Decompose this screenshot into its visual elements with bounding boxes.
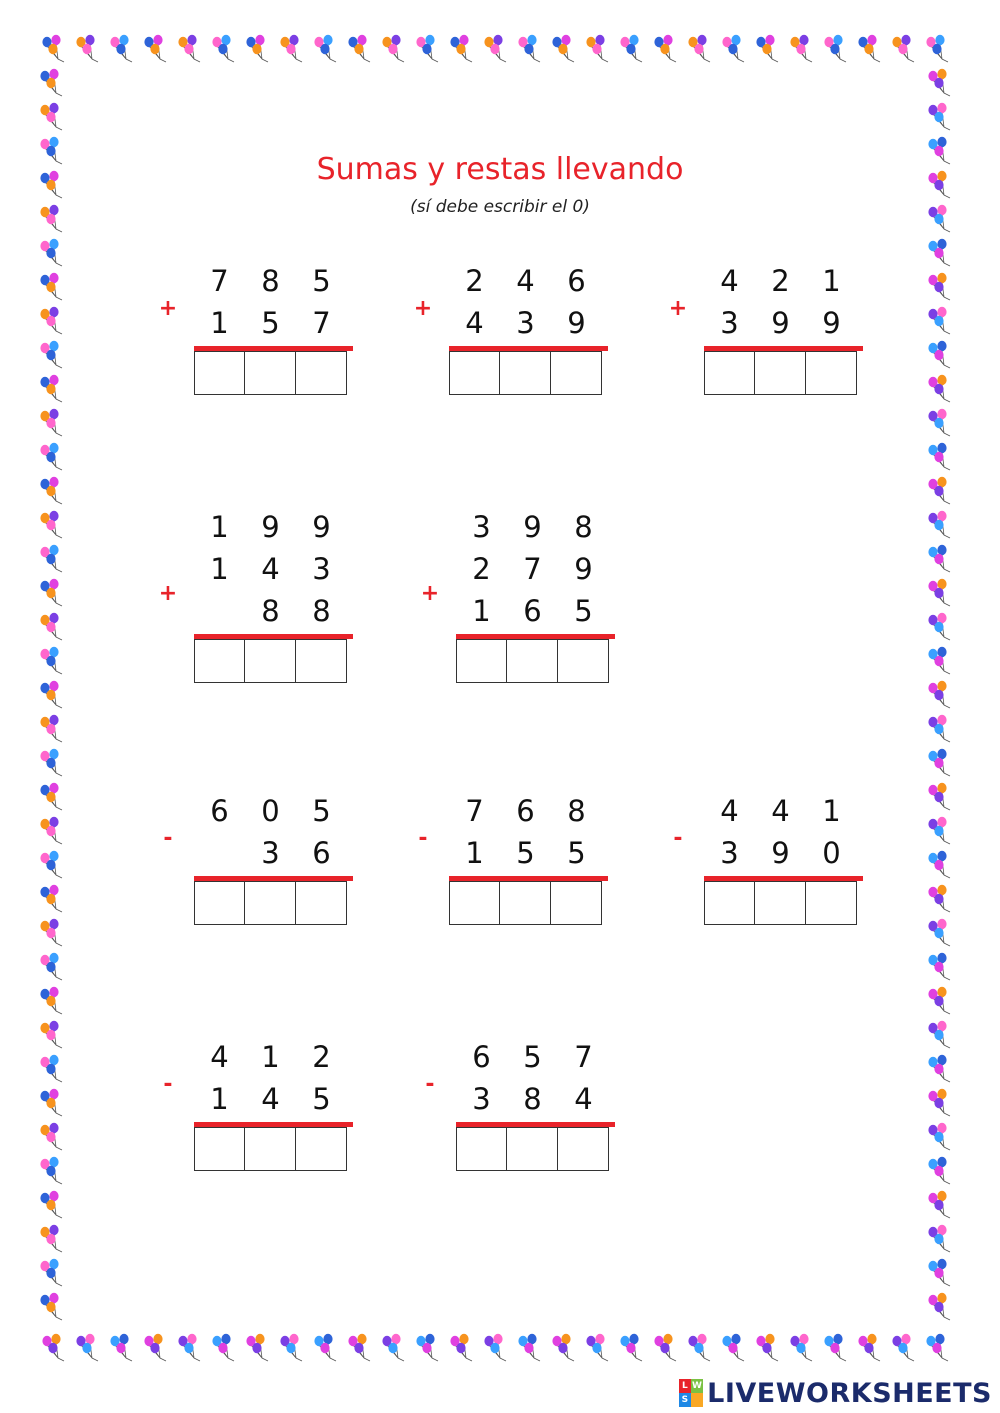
balloon-icon bbox=[40, 953, 62, 980]
answer-box[interactable] bbox=[194, 351, 245, 395]
balloon-icon bbox=[42, 1334, 64, 1361]
digit: 1 bbox=[210, 510, 229, 544]
digit: 1 bbox=[822, 264, 841, 298]
balloon-icon bbox=[40, 511, 62, 538]
balloon-icon bbox=[928, 511, 950, 538]
balloon-icon bbox=[518, 1334, 540, 1361]
digit: 8 bbox=[567, 794, 586, 828]
balloon-icon bbox=[484, 35, 506, 62]
balloon-icon bbox=[722, 35, 744, 62]
digit: 1 bbox=[822, 794, 841, 828]
balloon-icon bbox=[40, 749, 62, 776]
balloon-icon bbox=[928, 1089, 950, 1116]
digit: 3 bbox=[720, 306, 739, 340]
worksheet-title: Sumas y restas llevando bbox=[316, 152, 684, 187]
digit: 9 bbox=[574, 552, 593, 586]
balloon-icon bbox=[926, 35, 948, 62]
digit: 8 bbox=[574, 510, 593, 544]
balloon-icon bbox=[40, 885, 62, 912]
digit: 3 bbox=[516, 306, 535, 340]
digit: 3 bbox=[261, 836, 280, 870]
balloon-icon bbox=[42, 35, 64, 62]
digit: 4 bbox=[210, 1040, 229, 1074]
balloon-icon bbox=[40, 579, 62, 606]
digit: 1 bbox=[472, 594, 491, 628]
digit: 1 bbox=[210, 306, 229, 340]
balloon-icon bbox=[40, 647, 62, 674]
answer-box[interactable] bbox=[296, 351, 347, 395]
digit: 8 bbox=[261, 264, 280, 298]
answer-box[interactable] bbox=[456, 1127, 507, 1171]
digit: 7 bbox=[465, 794, 484, 828]
balloon-icon bbox=[144, 35, 166, 62]
balloon-icon bbox=[40, 239, 62, 266]
answer-box[interactable] bbox=[551, 881, 602, 925]
balloon-icon bbox=[40, 103, 62, 130]
balloon-icon bbox=[928, 477, 950, 504]
answer-box[interactable] bbox=[704, 881, 755, 925]
operator-sign: - bbox=[673, 826, 683, 851]
balloon-icon bbox=[928, 1123, 950, 1150]
balloon-icon bbox=[280, 1334, 302, 1361]
digit: 2 bbox=[771, 264, 790, 298]
digit: 5 bbox=[567, 836, 586, 870]
digit: 9 bbox=[523, 510, 542, 544]
balloon-icon bbox=[314, 1334, 336, 1361]
liveworksheets-logo-icon: L W S bbox=[679, 1379, 703, 1407]
digit: 7 bbox=[523, 552, 542, 586]
balloon-icon bbox=[928, 545, 950, 572]
answer-box[interactable] bbox=[296, 881, 347, 925]
balloon-icon bbox=[382, 35, 404, 62]
digit: 5 bbox=[312, 794, 331, 828]
balloon-icon bbox=[314, 35, 336, 62]
digit: 4 bbox=[261, 552, 280, 586]
balloon-icon bbox=[928, 273, 950, 300]
answer-box[interactable] bbox=[500, 351, 551, 395]
balloon-icon bbox=[928, 783, 950, 810]
balloon-icon bbox=[40, 1191, 62, 1218]
balloon-icon bbox=[416, 35, 438, 62]
answer-box[interactable] bbox=[806, 881, 857, 925]
answer-box[interactable] bbox=[194, 881, 245, 925]
balloon-icon bbox=[40, 1021, 62, 1048]
balloon-icon bbox=[928, 1293, 950, 1320]
operator-sign: + bbox=[158, 581, 178, 606]
digit: 3 bbox=[720, 836, 739, 870]
balloon-icon bbox=[892, 35, 914, 62]
balloon-icon bbox=[212, 1334, 234, 1361]
digit: 7 bbox=[312, 306, 331, 340]
answer-box[interactable] bbox=[755, 351, 806, 395]
balloon-icon bbox=[928, 1259, 950, 1286]
answer-box[interactable] bbox=[456, 639, 507, 683]
balloon-icon bbox=[348, 1334, 370, 1361]
operator-sign: + bbox=[420, 581, 440, 606]
balloon-icon bbox=[552, 35, 574, 62]
answer-box[interactable] bbox=[296, 1127, 347, 1171]
digit: 9 bbox=[771, 836, 790, 870]
footer-brand bbox=[679, 1376, 992, 1410]
worksheet-subtitle: (sí debe escribir el 0) bbox=[410, 197, 590, 217]
balloon-icon bbox=[654, 35, 676, 62]
balloon-icon bbox=[348, 35, 370, 62]
answer-box[interactable] bbox=[558, 639, 609, 683]
balloon-icon bbox=[382, 1334, 404, 1361]
balloon-icon bbox=[928, 579, 950, 606]
digit: 4 bbox=[720, 794, 739, 828]
answer-box[interactable] bbox=[507, 639, 558, 683]
digit: 0 bbox=[822, 836, 841, 870]
balloon-icon bbox=[928, 1191, 950, 1218]
balloon-icon bbox=[40, 1123, 62, 1150]
balloon-icon bbox=[620, 1334, 642, 1361]
balloon-icon bbox=[484, 1334, 506, 1361]
answer-box[interactable] bbox=[449, 351, 500, 395]
balloon-icon bbox=[928, 681, 950, 708]
answer-box[interactable] bbox=[704, 351, 755, 395]
balloon-icon bbox=[928, 749, 950, 776]
digit: 8 bbox=[261, 594, 280, 628]
balloon-icon bbox=[928, 307, 950, 334]
balloon-icon bbox=[926, 1334, 948, 1361]
balloon-icon bbox=[246, 35, 268, 62]
balloon-icon bbox=[144, 1334, 166, 1361]
digit: 5 bbox=[523, 1040, 542, 1074]
balloon-icon bbox=[40, 715, 62, 742]
answer-box[interactable] bbox=[245, 351, 296, 395]
balloon-icon bbox=[928, 885, 950, 912]
operator-sign: + bbox=[158, 296, 178, 321]
digit: 6 bbox=[210, 794, 229, 828]
balloon-icon bbox=[450, 1334, 472, 1361]
digit: 5 bbox=[516, 836, 535, 870]
balloon-icon bbox=[586, 35, 608, 62]
digit: 4 bbox=[261, 1082, 280, 1116]
digit: 5 bbox=[261, 306, 280, 340]
balloon-icon bbox=[40, 613, 62, 640]
balloon-icon bbox=[40, 477, 62, 504]
balloon-icon bbox=[928, 613, 950, 640]
answer-box[interactable] bbox=[245, 639, 296, 683]
digit: 5 bbox=[312, 264, 331, 298]
balloon-icon bbox=[40, 1225, 62, 1252]
balloon-icon bbox=[40, 783, 62, 810]
digit: 9 bbox=[822, 306, 841, 340]
digit: 4 bbox=[771, 794, 790, 828]
digit: 9 bbox=[771, 306, 790, 340]
balloon-icon bbox=[110, 35, 132, 62]
balloon-icon bbox=[76, 35, 98, 62]
balloon-icon bbox=[110, 1334, 132, 1361]
answer-box[interactable] bbox=[245, 881, 296, 925]
balloon-icon bbox=[552, 1334, 574, 1361]
balloon-icon bbox=[928, 69, 950, 96]
balloon-icon bbox=[722, 1334, 744, 1361]
digit: 7 bbox=[574, 1040, 593, 1074]
balloon-icon bbox=[928, 375, 950, 402]
balloon-icon bbox=[178, 35, 200, 62]
balloon-icon bbox=[280, 35, 302, 62]
balloon-icon bbox=[40, 341, 62, 368]
balloon-icon bbox=[928, 987, 950, 1014]
operator-sign: - bbox=[163, 826, 173, 851]
balloon-icon bbox=[76, 1334, 98, 1361]
balloon-icon bbox=[450, 35, 472, 62]
digit: 3 bbox=[472, 510, 491, 544]
balloon-icon bbox=[40, 307, 62, 334]
balloon-icon bbox=[928, 341, 950, 368]
answer-box[interactable] bbox=[507, 1127, 558, 1171]
balloon-icon bbox=[756, 35, 778, 62]
balloon-icon bbox=[688, 1334, 710, 1361]
answer-box[interactable] bbox=[194, 639, 245, 683]
digit: 6 bbox=[472, 1040, 491, 1074]
digit: 4 bbox=[720, 264, 739, 298]
balloon-icon bbox=[928, 851, 950, 878]
balloon-icon bbox=[40, 919, 62, 946]
answer-box[interactable] bbox=[296, 639, 347, 683]
balloon-icon bbox=[790, 35, 812, 62]
digit: 2 bbox=[472, 552, 491, 586]
balloon-icon bbox=[40, 545, 62, 572]
balloon-icon bbox=[928, 1157, 950, 1184]
balloon-icon bbox=[892, 1334, 914, 1361]
balloon-icon bbox=[620, 35, 642, 62]
answer-box[interactable] bbox=[806, 351, 857, 395]
balloon-icon bbox=[518, 35, 540, 62]
digit: 2 bbox=[312, 1040, 331, 1074]
balloon-icon bbox=[928, 443, 950, 470]
answer-box[interactable] bbox=[755, 881, 806, 925]
digit: 1 bbox=[261, 1040, 280, 1074]
balloon-icon bbox=[928, 817, 950, 844]
operator-sign: - bbox=[163, 1072, 173, 1097]
digit: 9 bbox=[312, 510, 331, 544]
balloon-icon bbox=[928, 103, 950, 130]
balloon-icon bbox=[586, 1334, 608, 1361]
digit: 4 bbox=[516, 264, 535, 298]
balloon-icon bbox=[40, 851, 62, 878]
digit: 4 bbox=[465, 306, 484, 340]
digit: 1 bbox=[210, 552, 229, 586]
digit: 0 bbox=[261, 794, 280, 828]
balloon-icon bbox=[40, 1157, 62, 1184]
digit: 6 bbox=[516, 794, 535, 828]
answer-box[interactable] bbox=[551, 351, 602, 395]
digit: 3 bbox=[312, 552, 331, 586]
balloon-icon bbox=[824, 35, 846, 62]
balloon-icon bbox=[928, 409, 950, 436]
balloon-icon bbox=[40, 1089, 62, 1116]
digit: 7 bbox=[210, 264, 229, 298]
operator-sign: + bbox=[668, 296, 688, 321]
digit: 6 bbox=[567, 264, 586, 298]
answer-box[interactable] bbox=[500, 881, 551, 925]
answer-box[interactable] bbox=[194, 1127, 245, 1171]
digit: 5 bbox=[574, 594, 593, 628]
balloon-icon bbox=[40, 1259, 62, 1286]
balloon-icon bbox=[212, 35, 234, 62]
balloon-icon bbox=[40, 443, 62, 470]
answer-box[interactable] bbox=[558, 1127, 609, 1171]
footer-brand-text: LIVEWORKSHEETS bbox=[707, 1377, 992, 1409]
balloon-icon bbox=[416, 1334, 438, 1361]
balloon-icon bbox=[928, 919, 950, 946]
digit: 1 bbox=[465, 836, 484, 870]
digit: 8 bbox=[523, 1082, 542, 1116]
answer-box[interactable] bbox=[245, 1127, 296, 1171]
balloon-icon bbox=[928, 1055, 950, 1082]
digit: 9 bbox=[261, 510, 280, 544]
balloon-icon bbox=[928, 953, 950, 980]
digit: 4 bbox=[574, 1082, 593, 1116]
operator-sign: + bbox=[413, 296, 433, 321]
digit: 8 bbox=[312, 594, 331, 628]
operator-sign: - bbox=[418, 826, 428, 851]
balloon-icon bbox=[928, 647, 950, 674]
balloon-icon bbox=[40, 273, 62, 300]
balloon-icon bbox=[178, 1334, 200, 1361]
digit: 1 bbox=[210, 1082, 229, 1116]
balloon-icon bbox=[756, 1334, 778, 1361]
balloon-icon bbox=[824, 1334, 846, 1361]
balloon-icon bbox=[40, 817, 62, 844]
balloon-icon bbox=[40, 987, 62, 1014]
balloon-icon bbox=[928, 239, 950, 266]
balloon-icon bbox=[40, 1293, 62, 1320]
digit: 5 bbox=[312, 1082, 331, 1116]
balloon-icon bbox=[40, 69, 62, 96]
balloon-icon bbox=[40, 1055, 62, 1082]
balloon-icon bbox=[928, 715, 950, 742]
digit: 6 bbox=[312, 836, 331, 870]
balloon-icon bbox=[40, 409, 62, 436]
balloon-icon bbox=[246, 1334, 268, 1361]
digit: 2 bbox=[465, 264, 484, 298]
balloon-icon bbox=[40, 375, 62, 402]
digit: 3 bbox=[472, 1082, 491, 1116]
balloon-icon bbox=[40, 681, 62, 708]
balloon-icon bbox=[688, 35, 710, 62]
digit: 6 bbox=[523, 594, 542, 628]
balloon-icon bbox=[790, 1334, 812, 1361]
answer-box[interactable] bbox=[449, 881, 500, 925]
operator-sign: - bbox=[425, 1072, 435, 1097]
balloon-icon bbox=[858, 1334, 880, 1361]
balloon-icon bbox=[858, 35, 880, 62]
balloon-icon bbox=[928, 1021, 950, 1048]
balloon-icon bbox=[654, 1334, 676, 1361]
digit: 9 bbox=[567, 306, 586, 340]
balloon-icon bbox=[928, 1225, 950, 1252]
